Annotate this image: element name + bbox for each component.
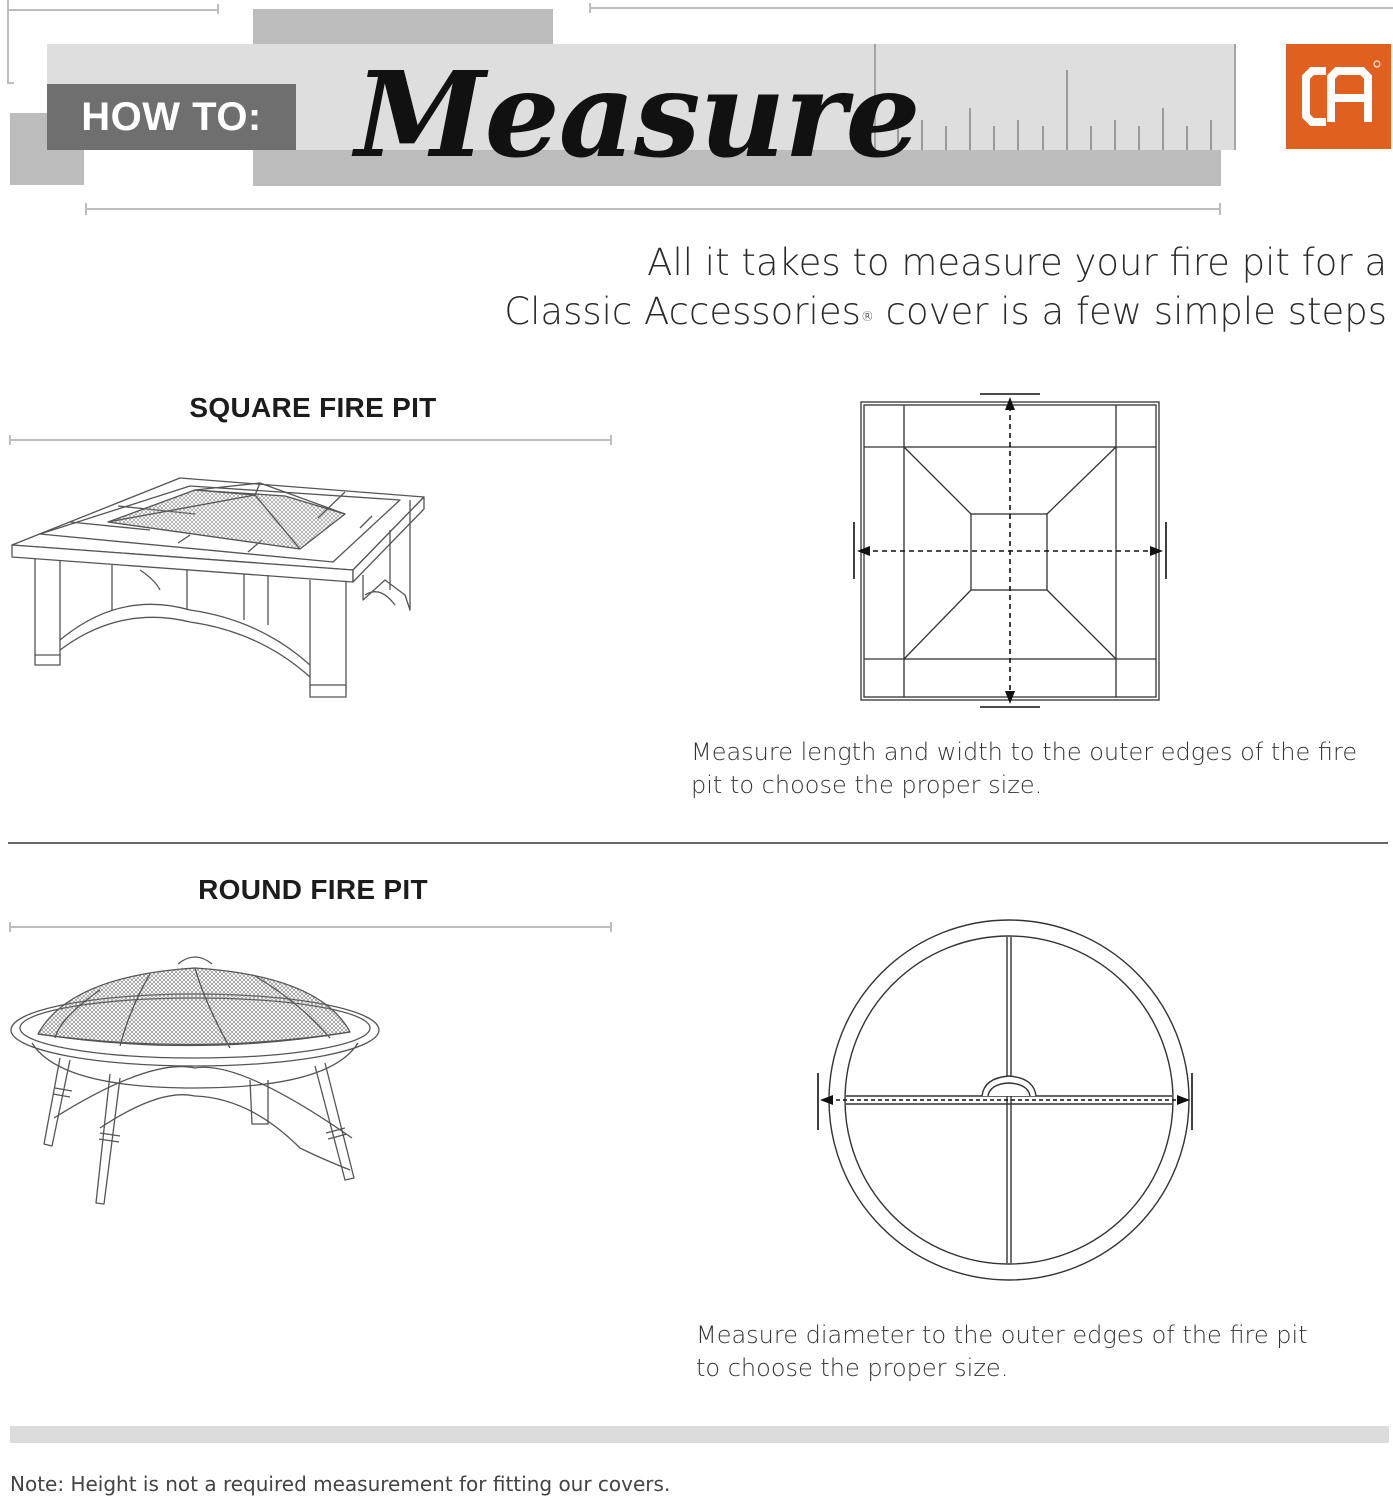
intro-line-2-rest: cover is a few simple steps — [873, 290, 1387, 333]
footer-note: Note: Height is not a required measurement for fitting our covers. — [10, 1472, 671, 1496]
registered-mark: ® — [860, 310, 874, 325]
intro-brand: Classic Accessories — [504, 290, 861, 333]
round-caption — [696, 1319, 1376, 1385]
round-caption-line-1: Measure diameter to the outer edges of the fire pit — [696, 1321, 1308, 1349]
square-caption — [691, 736, 1391, 802]
intro-line-2 — [487, 287, 1387, 336]
round-section-title: ROUND FIRE PIT — [198, 874, 428, 905]
classic-accessories-ca-logo-icon — [1286, 44, 1391, 149]
round-title-rule — [0, 917, 620, 937]
square-caption-line-2: pit to choose the proper size. — [691, 771, 1043, 799]
square-fire-pit-illustration-icon — [0, 470, 440, 710]
how-to-label: HOW TO: — [47, 84, 296, 150]
square-caption-line-1: Measure length and width to the outer edges of the fire — [691, 738, 1358, 766]
square-section-title: SQUARE FIRE PIT — [189, 392, 437, 423]
classic-accessories-logo — [1286, 44, 1391, 149]
square-title-rule — [0, 430, 620, 450]
square-measure-diagram-icon — [850, 392, 1170, 712]
round-measure-diagram-icon — [812, 918, 1202, 1288]
round-fire-pit-illustration-icon — [0, 948, 390, 1213]
intro-line-1: All it takes to measure your fire pit for a — [647, 241, 1387, 284]
page-title: Measure — [355, 45, 920, 184]
round-caption-line-2: to choose the proper size. — [696, 1354, 1009, 1382]
footer-bar — [10, 1426, 1389, 1443]
section-divider — [0, 838, 1393, 848]
intro-text — [487, 238, 1387, 336]
